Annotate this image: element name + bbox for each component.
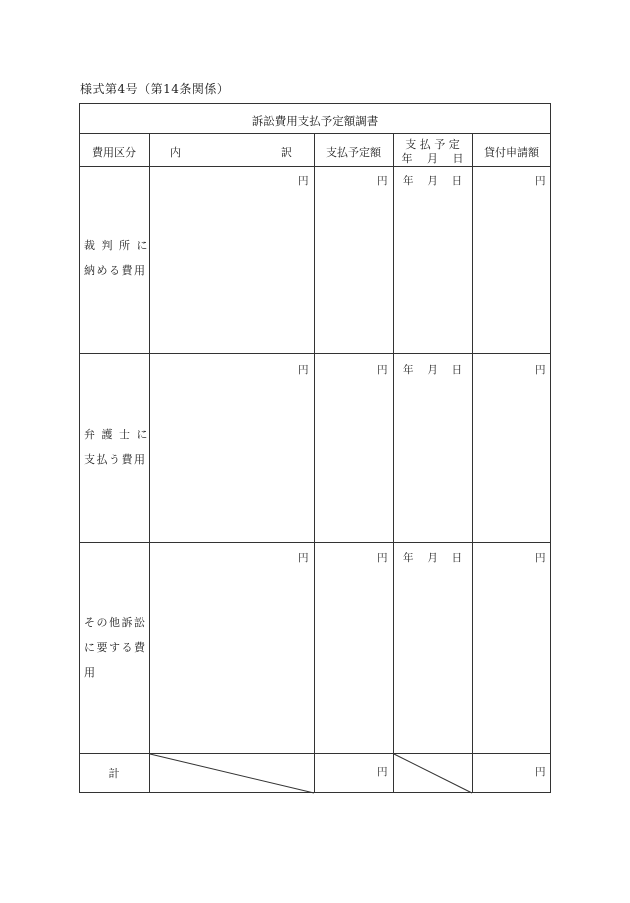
row-court-date: 年 月 日 xyxy=(403,175,463,187)
row-lawyer-category-line1: 弁 護 士 に xyxy=(84,428,149,441)
row-other-detail-yen: 円 xyxy=(298,552,309,564)
header-date-line2: 年 月 日 xyxy=(401,152,464,165)
row-other-date: 年 月 日 xyxy=(403,552,463,564)
row-court-amount-yen: 円 xyxy=(377,175,388,187)
row-other-category-line2: に要する費 xyxy=(84,641,147,654)
header-date-line1: 支 払 予 定 xyxy=(405,138,460,151)
total-label: 計 xyxy=(108,767,120,780)
header-detail-left: 内 xyxy=(170,146,181,159)
row-lawyer-category-line2: 支払う費用 xyxy=(84,453,147,466)
row-lawyer-detail-yen: 円 xyxy=(298,364,309,376)
header-category: 費用区分 xyxy=(92,146,136,159)
row-court-category-line2: 納める費用 xyxy=(84,264,147,277)
form-number: 様式第4号（第14条関係） xyxy=(80,82,230,96)
table-title: 訴訟費用支払予定額調書 xyxy=(251,114,379,128)
row-other-loan-yen: 円 xyxy=(535,552,546,564)
total-loan-yen: 円 xyxy=(535,766,546,778)
row-court-category-line1: 裁 判 所 に xyxy=(84,239,149,252)
row-lawyer-amount-yen: 円 xyxy=(377,364,388,376)
header-amount: 支払予定額 xyxy=(326,146,381,159)
row-lawyer-loan-yen: 円 xyxy=(535,364,546,376)
row-other-amount-yen: 円 xyxy=(377,552,388,564)
total-amount-yen: 円 xyxy=(377,766,388,778)
row-court-loan-yen: 円 xyxy=(535,175,546,187)
row-other-category-line1: その他訴訟 xyxy=(84,616,147,629)
header-loan: 貸付申請額 xyxy=(484,146,539,159)
row-other-category-line3: 用 xyxy=(84,666,97,679)
header-detail-right: 訳 xyxy=(281,146,292,159)
row-lawyer-date: 年 月 日 xyxy=(403,364,463,376)
row-court-detail-yen: 円 xyxy=(298,175,309,187)
